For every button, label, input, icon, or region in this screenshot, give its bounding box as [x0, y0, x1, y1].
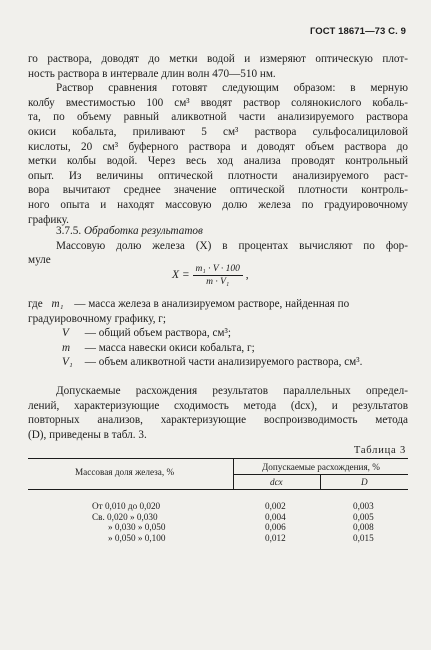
table-cell-dsx: 0,006	[265, 522, 286, 532]
table-cell-dsx: 0,002	[265, 501, 286, 511]
table-row-label: От 0,010 до 0,020	[92, 501, 161, 511]
paragraph-line: ного опыта и находят массовую долю железа по градуировочному	[28, 199, 408, 211]
table-cell-dsx: 0,012	[265, 532, 286, 543]
table-cell-D: 0,015	[353, 532, 374, 543]
table-caption: Таблица 3	[353, 445, 406, 456]
paragraph-line: (D), приведены в табл. 3.	[28, 428, 147, 441]
formula-numerator: m₁ · V · 100	[193, 264, 243, 276]
definition-text: масса навески окиси кобальта, г;	[98, 341, 255, 354]
paragraph-line: опыт. Из величины оптической плотности анализируемого раст-	[28, 169, 408, 182]
definition-symbol: V₁	[62, 356, 73, 369]
table-cell-D: 0,008	[353, 522, 374, 532]
paragraph-line: метки колбы водой. Через весь ход анализа проводят контрольный	[28, 155, 408, 168]
definition-text: масса железа в анализируемом растворе, найденная по градуировочному графику, г;	[28, 298, 350, 325]
paragraph-line: колбу вместимостью 100 см³ вводят раствор солянокислого кобаль-	[28, 96, 408, 109]
paragraph-line: лений, характеризующие сходимость метода (dсх), и результатов	[28, 399, 408, 412]
paragraph-line: ность раствора в интервале длин волн 470—510 нм.	[28, 67, 276, 80]
paragraph-line: Допускаемые расхождения результатов параллельных определ-	[56, 385, 408, 397]
definition-symbol: m₁	[51, 298, 64, 310]
page-header: ГОСТ 18671—73 С. 9	[309, 26, 406, 37]
definition-row: m — масса навески окиси кобальта, г;	[62, 341, 255, 354]
paragraph-line: вора вычитают среднее значение оптической плотности контроль-	[28, 184, 408, 197]
table-row-label: » 0,030 » 0,050	[108, 522, 166, 532]
definition-text: объем аликвотной части анализируемого раствора, см³.	[98, 356, 363, 369]
table-header-D: D	[361, 477, 368, 487]
table-row-label: » 0,050 » 0,100	[108, 532, 166, 543]
table-cell-dsx: 0,004	[265, 511, 286, 522]
table-header-mass-fraction: Массовая доля железа, %	[75, 467, 175, 477]
definition-row: V₁ — объем аликвотной части анализируемого раствора, см³.	[62, 356, 363, 369]
section-number: 3.7.5.	[56, 225, 82, 237]
table-header-dsx: dсх	[270, 477, 283, 487]
definition-row: где m₁ — масса железа в анализируемом растворе, найденная по градуировочному графику, г;	[28, 298, 350, 325]
table-cell-D: 0,003	[353, 501, 374, 511]
table-cell-D: 0,005	[353, 511, 374, 522]
paragraph-line: Раствор сравнения готовят следующим образом: в мерную	[56, 82, 408, 95]
paragraph-line: Массовую долю железа (X) в процентах вычисляют по фор-	[56, 239, 408, 252]
paragraph-line: окиси кобальта, приливают 5 см³ раствора сульфосалициловой	[28, 126, 408, 138]
paragraph-line: кислоты, 20 см³ буферного раствора и доводят объем раствора до	[28, 140, 408, 153]
formula-lhs: X =	[172, 269, 190, 282]
definition-text: общий объем раствора, см³;	[98, 327, 231, 339]
definition-lead: где	[28, 298, 43, 310]
definition-symbol: V	[62, 327, 69, 339]
paragraph-line: го раствора, доводят до метки водой и измеряют оптическую плот-	[28, 53, 408, 65]
section-title: Обработка результатов	[83, 225, 203, 237]
definition-row: V — общий объем раствора, см³;	[62, 327, 231, 339]
table-row-label: Св. 0,020 » 0,030	[92, 511, 158, 522]
table-header-group: Допускаемые расхождения, %	[262, 462, 380, 472]
definition-symbol: m	[62, 341, 71, 354]
paragraph-line: графику.	[28, 213, 69, 226]
paragraph-line: муле	[28, 254, 51, 267]
formula-tail: ,	[245, 269, 249, 282]
paragraph-line: повторных анализов, характеризующие воспроизводимость метода	[28, 414, 408, 427]
formula-denominator: m · V₁	[206, 277, 230, 287]
paragraph-line: та, по объему равный аликвотной части анализируемого раствора	[28, 111, 408, 124]
